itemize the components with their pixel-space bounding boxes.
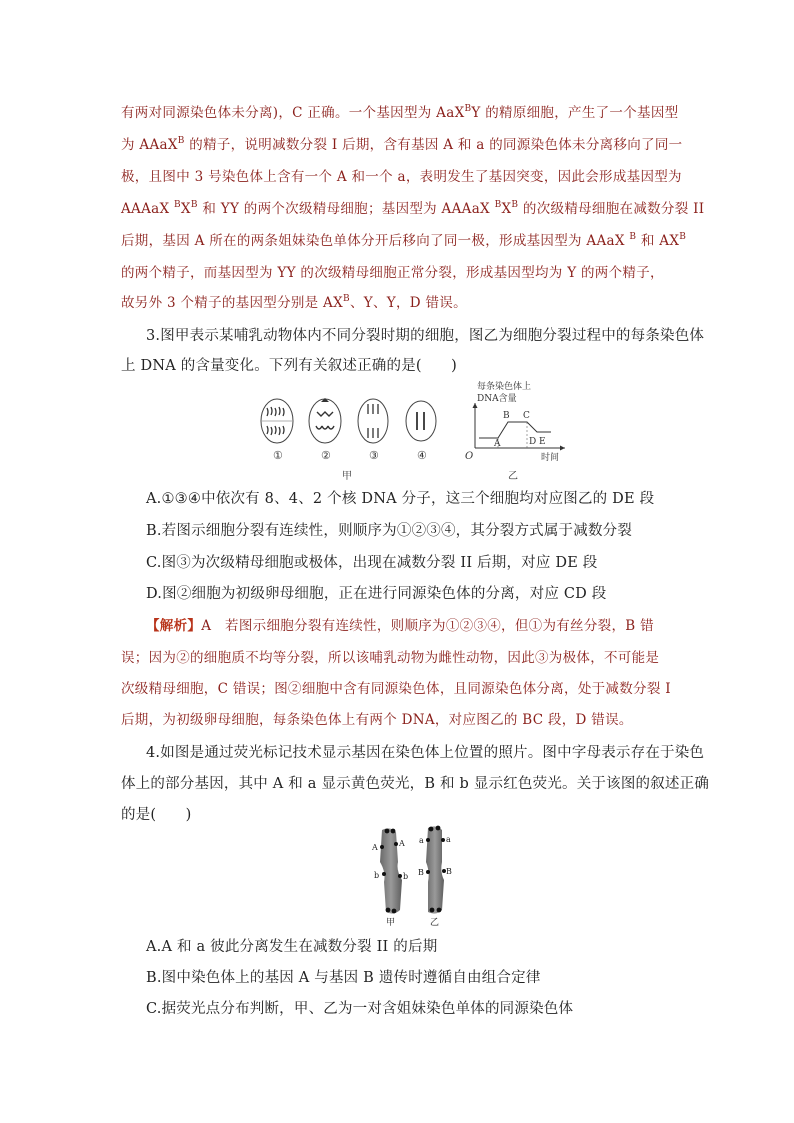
chrom-label-b-left: b: [374, 871, 380, 880]
chrom-label-a2-left: a: [419, 836, 424, 845]
q3-option-a[interactable]: A.①③④中依次有 8、4、2 个核 DNA 分子，这三个细胞均对应图乙的 DE 段: [146, 491, 655, 507]
cell-label-4: ④: [417, 449, 427, 462]
q4-stem-line-2: 体上的部分基因，其中 A 和 a 显示黄色荧光，B 和 b 显示红色荧光。关于该图的叙述正确: [121, 776, 710, 792]
cell-label-2: ②: [321, 449, 331, 462]
q4-option-c[interactable]: C.据荧光点分布判断，甲、乙为一对含姐妹染色单体的同源染色体: [146, 1001, 574, 1017]
graph-point-a: A: [494, 439, 501, 449]
q3-analysis-line-1: 【解析】A 若图示细胞分裂有连续性，则顺序为①②③④，但①为有丝分裂，B 错: [146, 618, 654, 634]
q4-option-a[interactable]: A.A 和 a 彼此分离发生在减数分裂 II 的后期: [146, 939, 438, 955]
analysis-tag: 【解析】: [146, 618, 202, 634]
cell-4-icon: [406, 401, 436, 441]
cell-label-3: ③: [369, 449, 379, 462]
analysis-line-5: 后期，基因 A 所在的两条姐妹染色单体分开后移向了同一极，形成基因型为 AAaX $^B$ 和 $AX^B$: [121, 231, 687, 249]
q4-stem-line-3: 的是( ): [121, 807, 192, 823]
graph-point-d: D: [529, 437, 537, 447]
q3-option-d[interactable]: D.图②细胞为初级卵母细胞，正在进行同源染色体的分离，对应 CD 段: [146, 586, 607, 602]
q3-option-c[interactable]: C.图③为次级精母细胞或极体，出现在减数分裂 II 后期，对应 DE 段: [146, 555, 598, 571]
q4-chromosome-figure: [364, 822, 464, 928]
chrom-label-bb-right: B: [446, 867, 452, 876]
analysis-line-3: 极，且图中 3 号染色体上含有一个 A 和一个 a，表明发生了基因突变，因此会形成基因型为: [121, 169, 682, 185]
q3-option-b[interactable]: B.若图示细胞分裂有连续性，则顺序为①②③④，其分裂方式属于减数分裂: [146, 523, 633, 539]
q3-figure-caption-jia: 甲: [342, 471, 352, 482]
q3-analysis-line-3: 次级精母细胞，C 错误；图②细胞中含有同源染色体，且同源染色体分离，处于减数分裂 I: [121, 681, 671, 697]
graph-point-b: B: [503, 411, 510, 421]
chrom-label-a2-right: a: [446, 835, 451, 844]
cell-label-1: ①: [273, 449, 283, 462]
q3-figure-cells: [255, 396, 455, 466]
q3-analysis-line-2: 误；因为②的细胞质不均等分裂，所以该哺乳动物为雌性动物，因此③为极体，不可能是: [121, 650, 660, 666]
q4-stem-line-1: 4.如图是通过荧光标记技术显示基因在染色体上位置的照片。图中字母表示存在于染色: [146, 745, 705, 761]
cell-1-icon: [261, 399, 293, 443]
analysis-line-1: 有两对同源染色体未分离)，C 正确。一个基因型为 AaX$^B$Y 的精原细胞，产生了一个基因型: [121, 103, 679, 121]
graph-point-c: C: [523, 411, 530, 421]
analysis-line-2: 为 AAaX$^B$ 的精子，说明减数分裂 I 后期，含有基因 A 和 a 的同源染色体未分离移向了同一: [121, 135, 683, 153]
analysis-line-4: AAAaX $^BX^B$ 和 YY 的两个次级精母细胞；基因型为 AAAaX $^BX^B$ 的次级精母细胞在减数分裂 II: [121, 199, 705, 217]
chrom-label-a-left: A: [372, 843, 378, 852]
cell-2-icon: [309, 398, 341, 443]
q3-stem-line-2: 上 DNA 的含量变化。下列有关叙述正确的是( ): [121, 358, 458, 374]
chrom-label-a-right: A: [399, 839, 405, 848]
chrom-caption-jia: 甲: [386, 918, 396, 928]
graph-ylabel-2: DNA含量: [477, 394, 517, 404]
graph-xlabel: 时间: [541, 453, 560, 463]
chrom-label-b-right: b: [403, 872, 409, 881]
q3-analysis-line-4: 后期，为初级卵母细胞，每条染色体上有两个 DNA，对应图乙的 BC 段，D 错误。: [121, 712, 633, 728]
chrom-label-bb-left: B: [418, 868, 424, 877]
q3-figure-graph: [465, 380, 570, 465]
graph-point-e: E: [539, 437, 546, 447]
analysis-line-7: 故另外 3 个精子的基因型分别是 $AX^B$、Y、Y，D 错误。: [121, 293, 467, 311]
analysis-line-6: 的两个精子，而基因型为 YY 的次级精母细胞正常分裂，形成基因型均为 Y 的两个精子，: [121, 265, 664, 281]
cell-3-icon: [358, 399, 388, 443]
graph-origin: O: [465, 451, 474, 462]
q4-option-b[interactable]: B.图中染色体上的基因 A 与基因 B 遗传时遵循自由组合定律: [146, 970, 541, 986]
chrom-caption-yi: 乙: [430, 918, 440, 928]
q3-stem-line-1: 3.图甲表示某哺乳动物体内不同分裂时期的细胞，图乙为细胞分裂过程中的每条染色体: [146, 328, 705, 344]
graph-ylabel-1: 每条染色体上: [477, 382, 532, 392]
q3-figure-caption-yi: 乙: [508, 471, 518, 482]
